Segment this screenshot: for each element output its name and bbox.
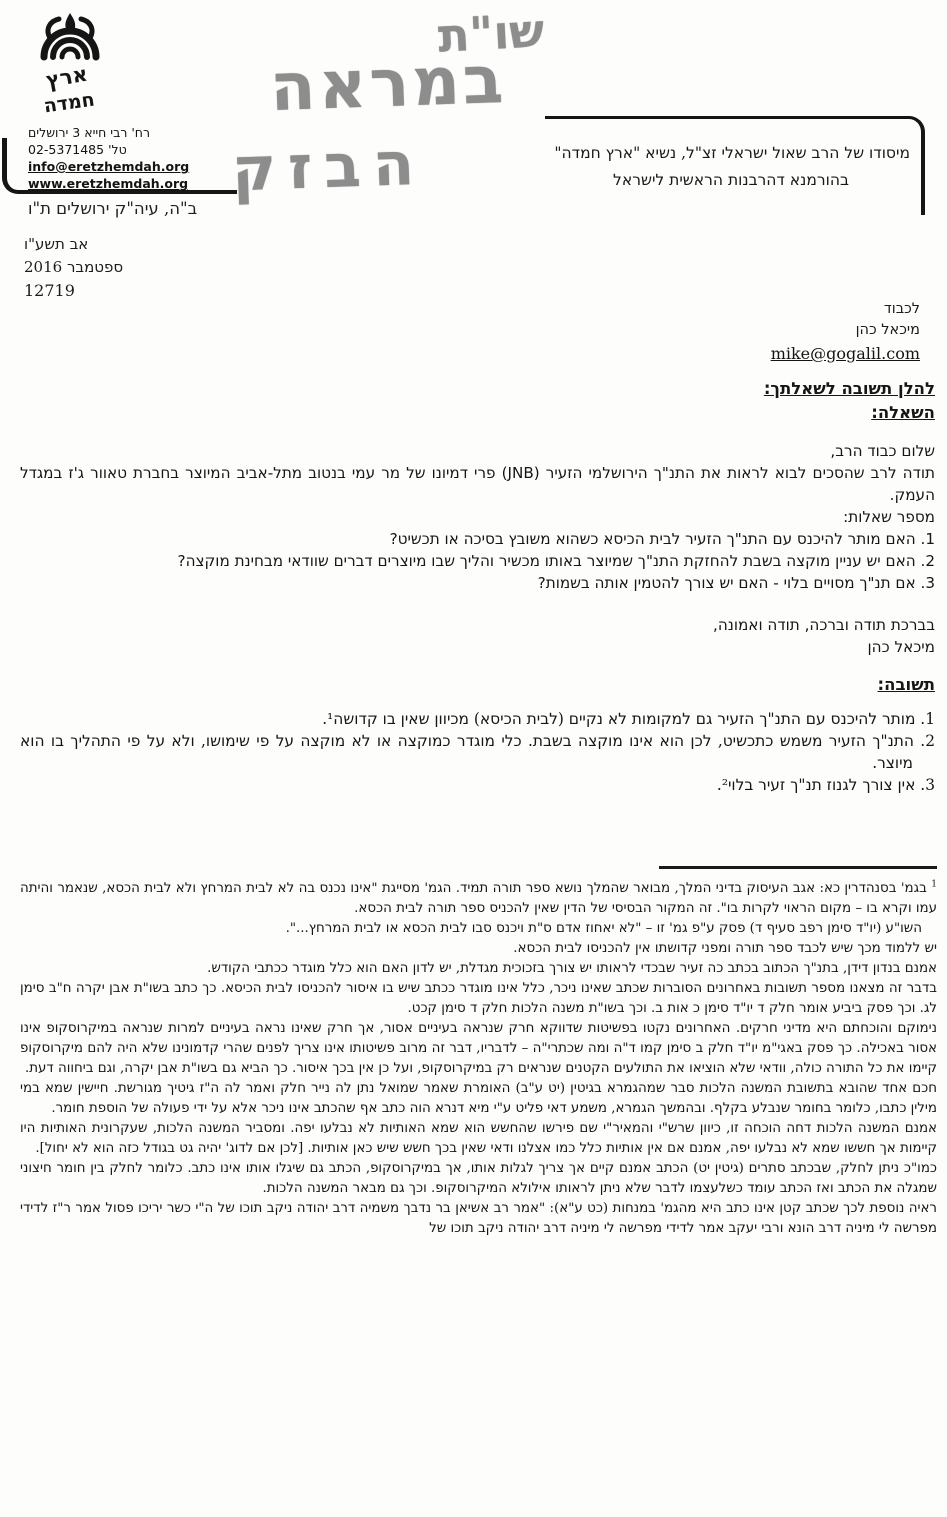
subtitle-founder-line: מיסודו של הרב שאול ישראלי זצ"ל, נשיא "ארץ חמדה" [554,144,910,162]
footnote-1-paragraph-5: בדבר זה מצאנו מספר תשובות באחרונים הסוברות שכתב שאינו ניכר, כלל אינו מוגדר ככתב שיש בו איסור להכניסו לבית הכיסא. כך כתב בשו"ת אבן יקרה ח"ב סימן לג. וכך פסק ביביע אומר חלק ד יו"ד סימן כ אות ב. וכך בשו"ת משנה הלכות חלק ד סימן קכט. [20,981,937,1016]
question-greeting: שלום כבוד הרב, [830,442,935,460]
recipient-block [771,299,920,366]
footnote-separator-rule [659,866,937,869]
contact-address: רח' רבי חייא 3 ירושלים [28,125,151,140]
footnote-1-paragraph-7: חכם אחד שהובא בתשובת המשנה הלכות סבר שמהגמרא בגיטין (יט ע"ב) האומרת שאמר שמואל נתן לה נייר חלק ואמר לה ה"ז גיטיך מגורשת. חיישין שמא במי מילין כתבו, כלומר בחומר שנבלע בקלף. ובהמשך הגמרא, משמע דאי פליט ע"י מיא דנרא הוה כתב אף שהכתב אינו ניכר אלא על ידי פעולה של הוספת חומר. [20,1081,937,1116]
reply-heading: להלן תשובה לשאלתך: [763,379,935,398]
reference-number: 12719 [24,281,75,300]
answer-heading: תשובה: [877,675,935,694]
question-item-1: 1. האם מותר להיכנס עם התנ"ך הזעיר לבית הכיסא כשהוא משובץ בסיכה או תכשיט? [389,530,935,548]
letter-body [20,378,935,796]
footnote-1-paragraph-1 [20,879,937,919]
contact-phone: טל' 02-5371485 [28,142,127,157]
question-signature: מיכאל כהן [867,638,935,656]
footnote-1-paragraph-6: נימוקם והוכחתם היא מדיני חרקים. האחרונים נקטו בפשיטות שדווקא חרק שנראה בעיניים אסור, אך חרק שאינו נראה בעיניים למרות שנראה במיקרוסקופ אינו אסור באכילה. כך פסק באגי"מ יו"ד חלק ב סימן קמו ד"ה ומה שכתרי"ה – לדבריו, דבר זה מרוב פשיטותו אינו צריך לפנים שהרי קדמונינו שלא היה להם מיקרוסקופ קיימו את כל התורה כולה, וודאי שלא הוציאו את התולעים הקטנים שנראים רק במיקרוסקופ, ועל כן אין בכך איסור. כך הביא גם בשו"ת אבן יקרה, וגם ביחווה דעת. [20,1021,937,1076]
footnote-text: בגמ' בסנהדרין כא: אגב העיסוק בדיני המלך, מבואר שהמלך נושא ספר תורה תמיד. הגמ' מסייגת "אינו נכנס בה לא לבית המרחץ ולא לבית הכסא, שנאמר והיתה עמו וקרא בו – מקום הראוי לקרות בו". זה המקור הבסיסי של הדין שאין להכניס ספר תורה לבית הכסא. [20,881,937,916]
hebrew-date: אב תשע"ו [24,235,89,253]
menorah-flame-icon [20,10,120,122]
answer-item-1: 1. מותר להיכנס עם התנ"ך הזעיר גם למקומות לא נקיים (לבית הכיסא) מכיוון שאין בו קדושה¹. [322,710,935,728]
footnote-1-paragraph-3: יש ללמוד מכך שיש לכבד ספר תורה ומפני קדושתו אין להכניסו לבית הכסא. [513,941,937,956]
contact-website-link[interactable]: www.eretzhemdah.org [28,176,189,191]
subtitle-rabbinate-line: בהורמנא דהרבנות הראשית לישראל [613,171,849,189]
answer-item-2: 2. התנ"ך הזעיר משמש כתכשיט, לכן הוא אינו מוקצה בשבת. כלי מוגדר כמוקצה או לא מוקצה על פי שימושו, ולא על פי התהליך בו הוא מיוצר. [20,732,935,772]
logo-word-eretz: ארץ [44,61,90,93]
question-item-2: 2. האם יש עניין מוקצה בשבת להחזקת התנ"ך שמיוצר באותו מכשיר והליך שבו מיוצרים דברים שוודאי מבחינת מוקצה? [177,552,935,570]
contact-email-link[interactable]: info@eretzhemdah.org [28,159,190,174]
title-habazak: הבזק [230,128,428,206]
title-shut: שו"ת [436,3,546,63]
answer-list [20,708,935,796]
question-paragraph: תודה לרב שהסכים לבוא לראות את התנ"ך הירושלמי הזעיר (JNB) פרי דמיונו של מר עמי בנטוב מתל-אביב המיוצר בחברת טאוור ג'ז במגדל העמק. [20,464,936,504]
recipient-to-label: לכבוד [883,301,920,317]
footnote-1-marker: 1 [931,879,937,890]
question-closing: בברכת תודה וברכה, תודה ואמונה, [713,616,935,634]
recipient-name: מיכאל כהן [855,322,920,338]
eretz-hemdah-logo [20,10,120,126]
question-item-3: 3. אם תנ"ך מסויים בלוי - האם יש צורך להטמין אותה בשמות? [537,574,935,592]
footnote-1-paragraph-2: השו"ע (יו"ד סימן רפב סעיף ד) פסק ע"פ גמ' זו – "לא יאחוז אדם ס"ת ויכנס סבו לבית הכסא או לבית המרחץ...". [285,921,922,936]
footnote-1-paragraph-4: אמנם בנדון דידן, בתנ"ך הכתוב בכתב כה זעיר שבכדי לראותו יש צורך בזכוכית מגדלת, יש לדון האם הוא כלל מוגדר ככתבי הקודש. [207,961,937,976]
footnote-1-paragraph-9: כמו"כ ניתן לחלק, שבכתב סתרים (גיטין יט) הכתב אמנם קיים אך צריך לגלות אותו, אך במיקרוסקופ, הכתב גם שיגלו אותו אינו כתב. כלומר לחלק בין חומר חיצוני שמגלה את הכתב ואז הכתב עומד כשלעצמו לדבר שלא ניתן לראותו אילולא המיקרוסקופ. וכך גם מבאר המשנה הלכות. [20,1161,937,1196]
answer-item-3: 3. אין צורך לגנוז תנ"ך זעיר בלוי². [716,776,935,794]
contact-block [28,124,228,192]
footnote-1-paragraph-8: אמנם המשנה הלכות דחה הוכחה זו, כיוון שרש"י והמאיר"י שם פירשו שהחשש הוא שמא האותיות לא נבלעו יפה. ומסביר המשנה הלכות, שעקרונית האותיות היו קיימות אך חששו שמא לא נבלעו יפה, אמנם אם אין אותיות כלל כמו אצלנו ודאי שאין בכך חשש שיש כאן אותיות. [לכן אם לדוג' יהיה גט בגודל כזה הוא לא יחול]. [20,1121,937,1156]
logo-word-hemdah: חמדה [42,88,96,118]
footnotes-section [20,866,937,1239]
gregorian-date: ספטמבר 2016 [24,258,124,276]
title-bemareh: במראה [268,39,508,127]
question-heading: השאלה: [871,403,935,422]
date-reference-block [24,233,123,302]
blessing-line: ב"ה, עיה"ק ירושלים ת"ו [28,199,198,218]
footnote-1-paragraph-10: ראיה נוספת לכך שכתב קטן אינו כתב היא מהגמ' במנחות (כט ע"א): "אמר רב אשיאן בר נדבך משמיה דרב יהודה ניקב תוכו של ה"י כשר יריכו פסול אמר ר"ז לדידי מפרשה לי מיניה דרב הונא ורבי יעקב אמר לדידי מפרשה לי מיניה דרב יהודה ניקב תוכו של [20,1201,937,1236]
title-subtitle [552,140,910,194]
question-list-intro: מספר שאלות: [843,508,935,526]
recipient-email-link[interactable]: mike@gogalil.com [770,344,920,363]
